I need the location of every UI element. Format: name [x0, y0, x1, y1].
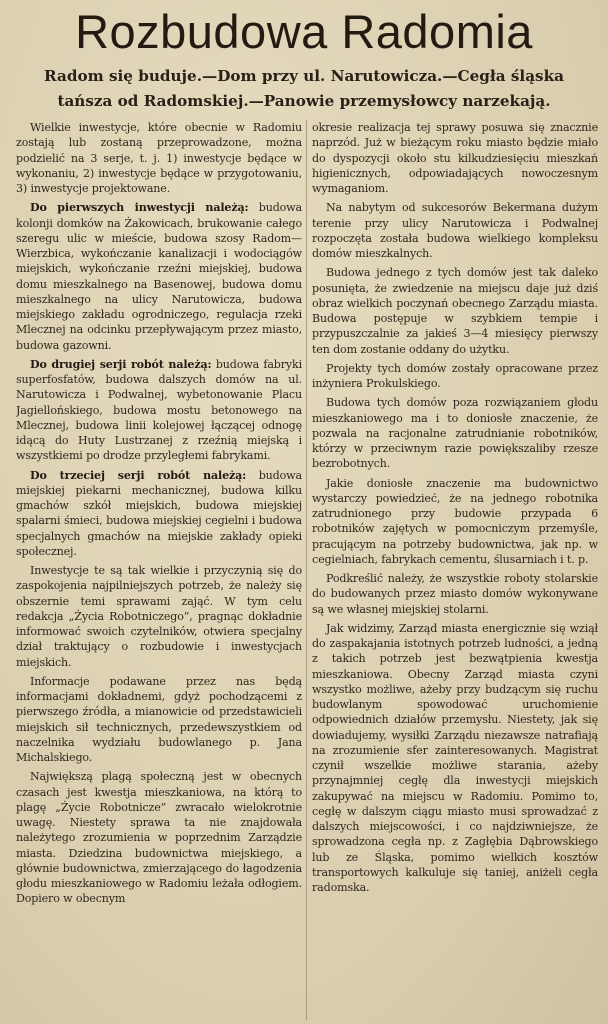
paragraph: Jakie doniosłe znaczenie ma budownictwo wystarczy powiedzieć, że na jednego robotnika zatrudnionego przy budowie przypada 6 robotników zajętych w pomocniczym przemyśle, pracującym na potrzeby budownictwa, jak np. w cegielniach, fabrykach cementu, ślusarniach i t. p.	[312, 476, 598, 566]
paragraph: Wielkie inwestycje, które obecnie w Radomiu zostają lub zostaną przeprowadzone, można podzielić na 3 serje, t. j. 1) inwestycje będące w wykonaniu, 2) inwestycje będące w przygotowaniu, 3) inwestycje projektowane.	[16, 121, 302, 195]
right-column	[312, 120, 598, 1024]
paragraph: Projekty tych domów zostały opracowane przez inżyniera Prokulskiego.	[312, 361, 598, 390]
paragraph: Budowa tych domów poza rozwiązaniem głodu mieszkaniowego ma i to doniosłe znaczenie, że pozwala na racjonalne zatrudnianie robotników, którzy w przeciwnym razie powiększaliby rzesze bezrobotnych.	[312, 396, 598, 471]
paragraph: Informacje podawane przez nas będą informacjami dokładnemi, gdyż pochodzącemi z pierwszego źródła, a mianowicie od przedstawicieli miejskich sił technicznych, przedewszystkiem od naczelnika wydziału budowlanego p. Jana Michalskiego.	[16, 674, 302, 764]
paragraph: Inwestycje te są tak wielkie i przyczynią się do zaspokojenia najpilniejszych potrzeb, że należy się obszernie temi sprawami zająć. W tym celu redakcja „Życia Robotniczego”, pragnąc dokładnie informować swoich czytelników, otwiera specjalny dział traktujący o rozbudowie i inwestycjach miejskich.	[16, 564, 302, 669]
article-headline: Rozbudowa Radomia	[75, 5, 533, 58]
paragraph: Do trzeciej serji robót należą: budowa miejskiej piekarni mechanicznej, budowa kilku gmachów szkół miejskich, budowa miejskiej spalarni śmieci, budowa miejskiej cegielni i budowa specjalnych gmachów na miejskie zakłady opieki społecznej.	[16, 468, 302, 558]
paragraph: okresie realizacja tej sprawy posuwa się znacznie naprzód. Już w bieżącym roku miasto będzie miało do dyspozycji około stu kilkudziesięciu mieszkań higienicznych, odpowiadających nowoczesnym wymaganiom.	[312, 121, 598, 195]
paragraph: Największą plagą społeczną jest w obecnych czasach jest kwestja mieszkaniowa, na którą to plagę „Życie Robotnicze” zwracało wielokrotnie uwagę. Niestety sprawa ta nie znajdowała należytego zrozumienia w poprzednim Zarządzie miasta. Dziedzina budownictwa miejskiego, a głównie budownictwa, zmierzającego do łagodzenia głodu mieszkaniowego w Radomiu leżała odłogiem. Dopiero w obecnym	[16, 770, 302, 906]
article-subheadline: Radom się buduje.—Dom przy ul. Narutowicza.—Cegła śląska tańsza od Radomskiej.—Panowie przemysłowcy narzekają.	[44, 67, 564, 110]
left-column	[16, 120, 302, 1024]
paragraph: Do pierwszych inwestycji należą: budowa kolonji domków na Żakowicach, brukowanie całego szeregu ulic w mieście, budowa szosy Radom—Wierzbica, wykończanie kanalizacji i wodociągów miejskich, wykończanie rzeźni miejskiej, budowa domu mieszkalnego na Basenowej, budowa domu mieszkalnego na ulicy Narutowicza, budowa miejskiego zakładu ogrodniczego, regulacja rzeki Mlecznej na odcinku przepływającym przez miasto, budowa gazowni.	[16, 201, 302, 352]
paragraph: Podkreślić należy, że wszystkie roboty stolarskie do budowanych przez miasto domów wykonywane są we własnej miejskiej stolarni.	[312, 572, 598, 616]
paragraph: Na nabytym od sukcesorów Bekermana dużym terenie przy ulicy Narutowicza i Podwalnej rozpoczęta została budowa wielkiego kompleksu domów mieszkalnych.	[312, 201, 598, 260]
column-divider	[306, 120, 307, 1020]
paragraph: Do drugiej serji robót należą: budowa fabryki superfosfatów, budowa dalszych domów na ul. Narutowicza i Podwalnej, wybetonowanie Placu Jagiellońskiego, budowa mostu betonowego na Mlecznej, budowa linii kolejowej łączącej odnogę idącą do Huty Lustrzanej z rzeźnią miejską i wszystkiemi po drodze przyległemi fabrykami.	[16, 357, 302, 463]
paragraph: Budowa jednego z tych domów jest tak daleko posunięta, że zwiedzenie na miejscu daje już dziś obraz wielkich poczynań obecnego Zarządu miasta. Budowa postępuje w szybkiem tempie i przypuszczalnie za jakieś 3—4 miesięcy pierwszy ten dom zostanie oddany do użytku.	[312, 266, 598, 356]
paragraph: Jak widzimy, Zarząd miasta energicznie się wziął do zaspakajania istotnych potrzeb ludności, a jedną z takich potrzeb jest bezwątpienia kwestja mieszkaniowa. Obecny Zarząd miasta czyni wszystko możliwe, ażeby przy budzącym się ruchu budowlanym spowodować uruchomienie odpowiednich działów przemysłu. Niestety, jak się dowiadujemy, wysiłki Zarządu niezawsze natrafiają na zrozumienie sfer zainteresowanych. Magistrat czynił wszelkie możliwe starania, ażeby przynajmniej cegłę dla inwestycji miejskich zakupywać na miejscu w Radomiu. Pomimo to, cegłę w dalszym ciągu miasto musi sprowadzać z dalszych miejscowości, i co najdziwniejsze, że sprowadzona cegła np. z Zagłębia Dąbrowskiego lub ze Śląska, pomimo wielkich kosztów transportowych kalkuluje się taniej, aniżeli cegła radomska.	[312, 621, 598, 894]
